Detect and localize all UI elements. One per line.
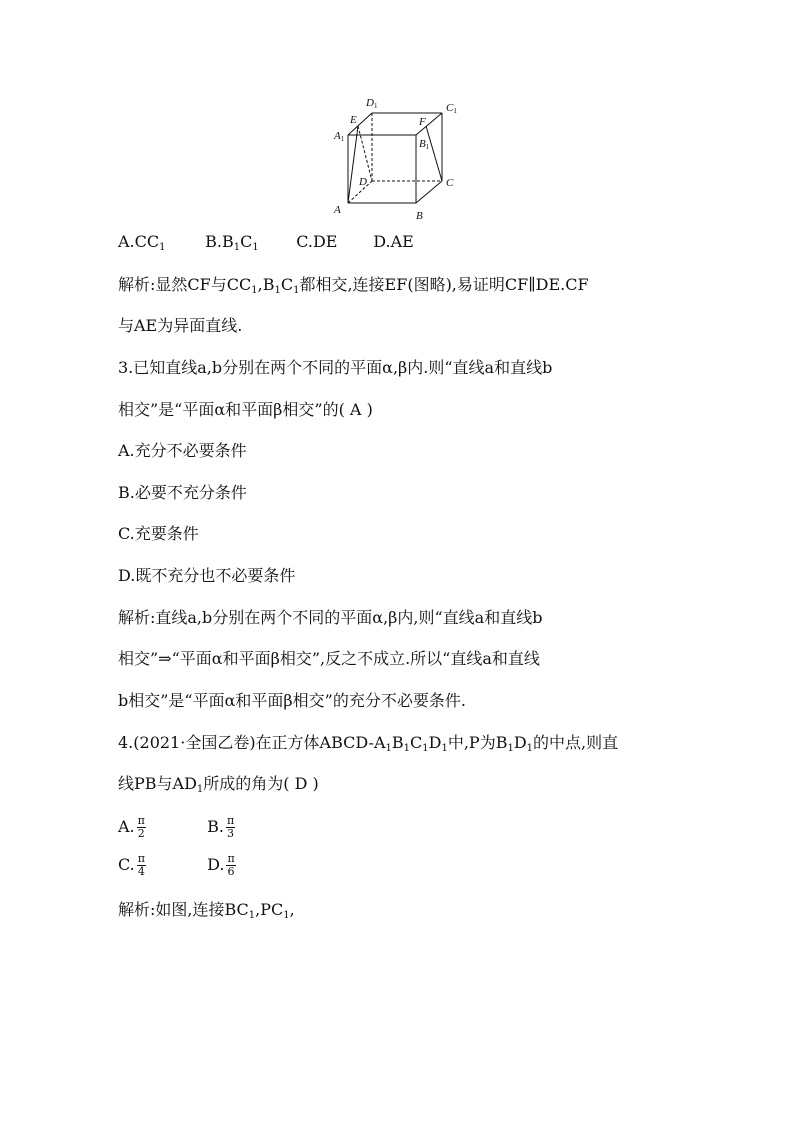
segment-CF <box>426 126 442 181</box>
label-E: E <box>350 114 357 126</box>
label-B: B <box>416 210 423 222</box>
label-C1: C1 <box>446 102 457 115</box>
q2-analysis-line-1: 解析:显然CF与$CC_1,B_1C_1$都相交,连接EF(图略),易证明CF∥DE.CF <box>118 275 589 296</box>
label-B1: B1 <box>419 138 430 151</box>
segment-DE <box>358 126 372 181</box>
q3-stem-line-1: 3.已知直线a,b分别在两个不同的平面α,β内.则“直线a和直线b <box>118 358 553 377</box>
q4-option-a: A. $\frac{\pi}{2}$ <box>118 814 145 840</box>
edge-BC <box>416 181 442 203</box>
q3-analysis-line-3: b相交”是“平面α和平面β相交”的充分不必要条件. <box>118 691 466 710</box>
q4-stem-line-1: 4.(2021·全国乙卷)在正方体ABCD-$A_1B_1C_1D_1$中,P为$B_1D_1$的中点,则直 <box>118 733 619 754</box>
label-D1: D1 <box>366 97 378 110</box>
q4-analysis: 解析:如图,连接$BC_1,PC_1$, <box>118 900 295 921</box>
q4-option-c: C. $\frac{\pi}{4}$ <box>118 852 145 878</box>
q2-options <box>118 232 414 252</box>
label-F: F <box>419 116 426 128</box>
q4-option-d: D. $\frac{\pi}{6}$ <box>207 852 235 878</box>
label-D: D <box>359 176 367 188</box>
q3-option-d: D.既不充分也不必要条件 <box>118 566 296 585</box>
cube-figure <box>330 95 470 225</box>
q3-analysis-line-2: 相交”⇒“平面α和平面β相交”,反之不成立.所以“直线a和直线 <box>118 649 540 668</box>
segment-AE <box>348 126 358 203</box>
q2-analysis-line-2: 与AE为异面直线. <box>118 316 243 335</box>
q4-options-row-2 <box>118 852 236 878</box>
q3-option-c: C.充要条件 <box>118 524 199 543</box>
q4-options-row-1 <box>118 814 235 840</box>
label-A: A <box>334 204 341 216</box>
q2-option-b: $B.B_1C_1$ <box>205 232 259 253</box>
cube-diagram <box>330 95 470 225</box>
q3-option-b: B.必要不充分条件 <box>118 483 247 502</box>
q2-option-a: $A.CC_1$ <box>118 232 166 253</box>
label-A1: A1 <box>334 130 345 143</box>
q2-option-d: D.AE <box>373 232 414 251</box>
q4-option-b: B. $\frac{\pi}{3}$ <box>207 814 235 840</box>
q3-stem-line-2: 相交”是“平面α和平面β相交”的( A ) <box>118 400 373 419</box>
q4-stem-line-2: 线PB与$AD_1$所成的角为( D ) <box>118 774 319 795</box>
q3-option-a: A.充分不必要条件 <box>118 441 247 460</box>
q3-analysis-line-1: 解析:直线a,b分别在两个不同的平面α,β内,则“直线a和直线b <box>118 608 543 627</box>
label-C: C <box>446 177 454 189</box>
q2-option-c: C.DE <box>296 232 338 251</box>
